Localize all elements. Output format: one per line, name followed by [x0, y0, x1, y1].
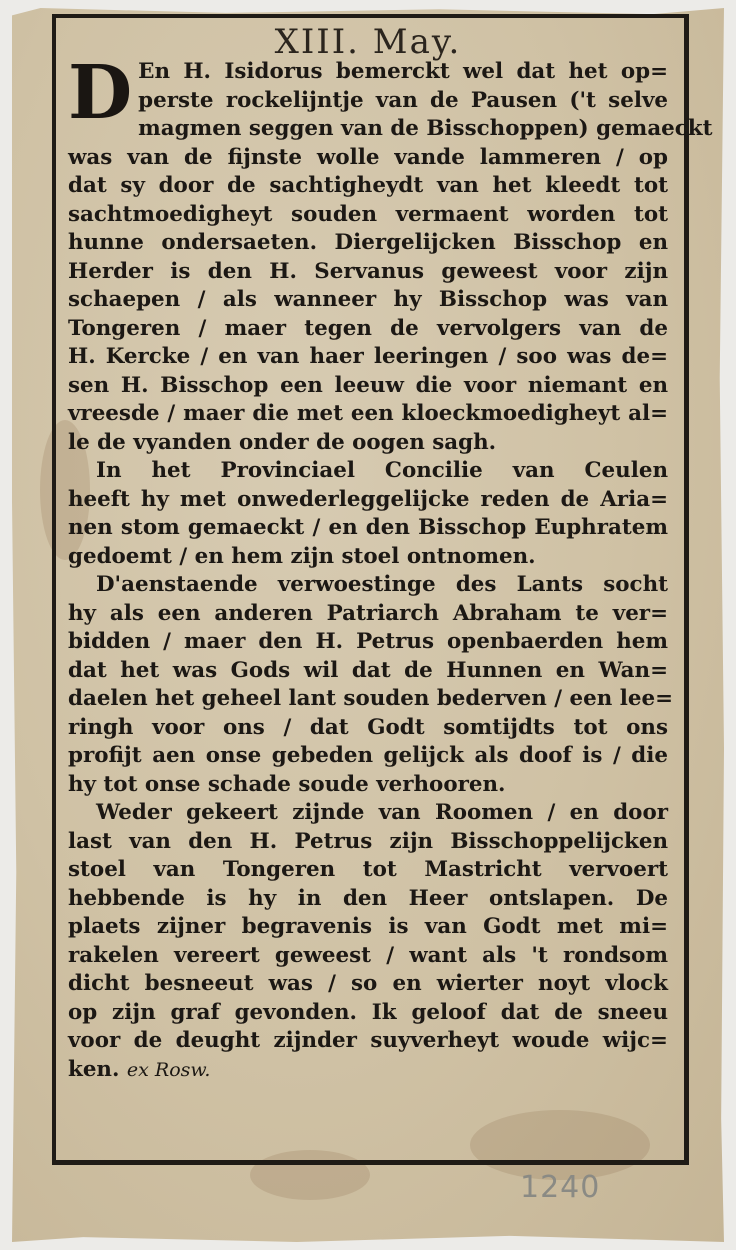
- text-line: hebbende is hy in den Heer ontslapen. De: [68, 885, 668, 911]
- text-line: [68, 1056, 668, 1085]
- text-line: In het Provinciael Concilie van Ceulen: [96, 458, 668, 483]
- text-line: perste rockelijntje van de Pausen ('t selve: [138, 87, 668, 113]
- text-line: dicht besneeut was / so en wierter noyt vlock: [68, 971, 668, 996]
- accession-number: 1240: [520, 1170, 601, 1205]
- text-line: daelen het geheel lant souden bederven / een lee=: [68, 686, 674, 711]
- text-line: last van den H. Petrus zijn Bisschoppelijcken: [68, 828, 668, 854]
- text-line: hy tot onse schade soude verhooren.: [68, 771, 506, 797]
- text-line: was van de fijnste wolle vande lammeren / op: [68, 144, 668, 170]
- paragraph-4: [68, 799, 668, 1084]
- text-line: gedoemt / en hem zijn stoel ontnomen.: [68, 543, 536, 569]
- text-line: H. Kercke / en van haer leeringen / soo was de=: [68, 344, 668, 369]
- text-line: D'aenstaende verwoestinge des Lants socht: [96, 572, 668, 597]
- text-line: stoel van Tongeren tot Mastricht vervoert: [68, 857, 668, 882]
- text-line: sachtmoedigheyt souden vermaent worden tot: [68, 201, 668, 227]
- text-line: Weder gekeert zijnde van Roomen / en door: [96, 800, 668, 825]
- text-line: heeft hy met onwederleggelijcke reden de Aria=: [68, 486, 668, 512]
- text-line: rakelen vereert geweest / want als 't rondsom: [68, 942, 668, 968]
- text-line: En H. Isidorus bemerckt wel dat het op=: [138, 59, 668, 84]
- text-line: hunne ondersaeten. Diergelijcken Bisschop en: [68, 230, 668, 255]
- page-title: XIII. May.: [274, 22, 462, 62]
- text-line: op zijn graf gevonden. Ik geloof dat de sneeu: [68, 999, 668, 1025]
- paragraph-2: [68, 457, 668, 571]
- source-citation: ex Rosw.: [126, 1058, 211, 1081]
- text-line: le de vyanden onder de oogen sagh.: [68, 429, 497, 455]
- drop-cap-letter: D: [68, 50, 133, 136]
- text-line: Tongeren / maer tegen de vervolgers van de: [68, 315, 668, 341]
- text-line: profijt aen onse gebeden gelijck als doof is / die: [68, 743, 668, 768]
- document-body: [68, 50, 713, 1084]
- text-line: dat het was Gods wil dat de Hunnen en Wan=: [68, 657, 668, 683]
- text-line: plaets zijner begravenis is van Godt met mi=: [68, 914, 668, 939]
- text-line: ringh voor ons / dat Godt somtijdts tot ons: [68, 714, 668, 740]
- text-line: sen H. Bisschop een leeuw die voor niemant en: [68, 372, 668, 398]
- final-word: ken.: [68, 1056, 120, 1082]
- text-line: hy als een anderen Patriarch Abraham te ver=: [68, 600, 668, 626]
- text-line: dat sy door de sachtigheydt van het kleedt tot: [68, 173, 668, 198]
- text-line: Herder is den H. Servanus geweest voor zijn: [68, 258, 668, 284]
- text-line: bidden / maer den H. Petrus openbaerden hem: [68, 629, 668, 654]
- text-line: nen stom gemaeckt / en den Bisschop Euphratem: [68, 515, 668, 540]
- paragraph-3: [68, 571, 674, 799]
- text-line: voor de deught zijnder suyverheyt woude wijc=: [68, 1028, 668, 1053]
- text-line: schaepen / als wanneer hy Bisschop was van: [68, 287, 668, 312]
- text-line: magmen seggen van de Bisschoppen) gemaeckt: [138, 116, 713, 141]
- text-line: vreesde / maer die met een kloeckmoedigheyt al=: [68, 401, 668, 426]
- paragraph-1: [68, 50, 713, 457]
